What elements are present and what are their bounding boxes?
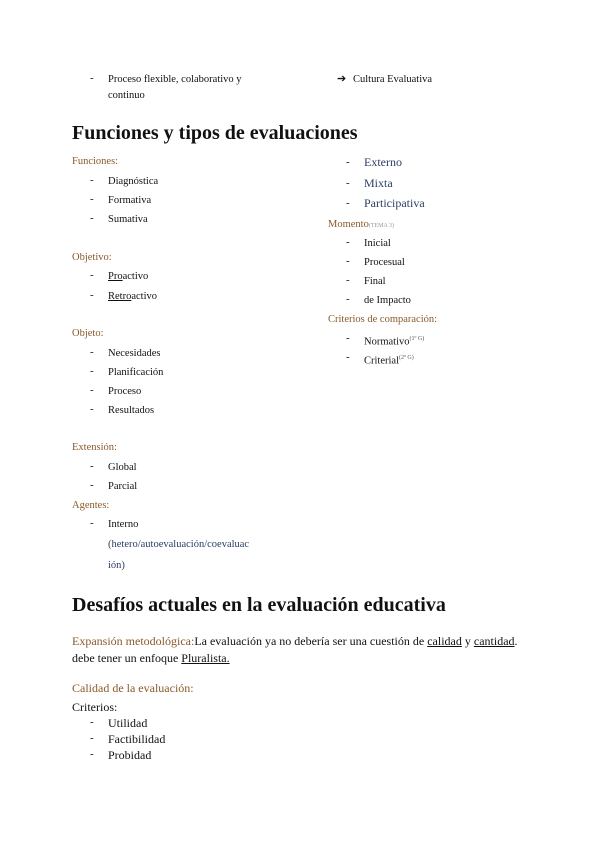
top-item-line2: continuo [108, 90, 145, 101]
list-item: Resultados [108, 405, 155, 416]
list-item: Procesual [364, 257, 405, 268]
list-item: Participativa [364, 196, 425, 210]
bullet-dash: - [346, 236, 350, 248]
bullet-dash: - [90, 269, 94, 281]
bullet-dash: - [90, 346, 94, 358]
momento-text: Momento [328, 219, 369, 230]
list-item [364, 351, 414, 369]
bullet-dash: - [90, 72, 94, 84]
calidad-label: Calidad de la evaluación: [72, 681, 194, 695]
objetivo-label: Objetivo: [72, 252, 112, 263]
bullet-dash: - [90, 174, 94, 186]
bullet-dash: - [346, 274, 350, 286]
bullet-dash: - [90, 732, 94, 744]
bullet-dash: - [346, 177, 350, 189]
list-item: Utilidad [108, 716, 148, 730]
list-item: Necesidades [108, 348, 161, 359]
momento-tag: (TEMA 3) [368, 223, 395, 229]
y-word: y [461, 634, 474, 648]
enfoque-text: debe tener un enfoque [72, 651, 182, 665]
list-item: Diagnóstica [108, 176, 159, 187]
list-item [108, 289, 157, 304]
section-title-desafios: Desafíos actuales en la evaluación educativa [72, 594, 446, 616]
bullet-dash: - [90, 193, 94, 205]
criterio-text: Criterial [364, 355, 399, 367]
list-item: Sumativa [108, 214, 148, 225]
underlined-prefix: Pro [108, 271, 123, 282]
list-item: Interno [108, 519, 139, 530]
bullet-dash: - [346, 156, 350, 168]
period: . [514, 634, 518, 648]
criterios-label: Criterios: [72, 700, 118, 714]
list-item: Formativa [108, 195, 152, 206]
bullet-dash: - [346, 332, 350, 344]
agentes-sub-line2: ión) [108, 560, 125, 571]
list-item [108, 269, 148, 284]
pluralista-word: Pluralista. [181, 651, 230, 665]
bullet-dash: - [346, 293, 350, 305]
bullet-dash: - [90, 289, 94, 301]
momento-label [328, 218, 394, 233]
arrow-right-icon: ➔ [337, 73, 347, 85]
list-item: Inicial [364, 238, 391, 249]
list-item: Factibilidad [108, 732, 166, 746]
objeto-label: Objeto: [72, 328, 104, 339]
section-title-funciones: Funciones y tipos de evaluaciones [72, 122, 358, 144]
list-item: Mixta [364, 176, 393, 190]
list-item: Probidad [108, 748, 152, 762]
expansion-paragraph [72, 633, 542, 649]
underlined-prefix: Retro [108, 291, 132, 302]
bullet-dash: - [90, 460, 94, 472]
expansion-text: La evaluación ya no debería ser una cuestión de [194, 634, 428, 648]
bullet-dash: - [90, 212, 94, 224]
bullet-dash: - [90, 479, 94, 491]
bullet-dash: - [90, 517, 94, 529]
bullet-dash: - [346, 255, 350, 267]
list-item [364, 332, 424, 350]
cantidad-word: cantidad [473, 634, 515, 648]
expansion-paragraph-line2 [72, 650, 230, 666]
bullet-dash: - [90, 716, 94, 728]
bullet-dash: - [90, 365, 94, 377]
bullet-dash: - [90, 403, 94, 415]
list-item: Planificación [108, 367, 164, 378]
suffix: activo [122, 271, 149, 282]
criterio-sup: (1º G) [409, 336, 425, 342]
suffix: activo [131, 291, 157, 302]
list-item: Parcial [108, 481, 138, 492]
bullet-dash: - [346, 351, 350, 363]
expansion-label: Expansión metodológica: [72, 634, 195, 648]
criterio-text: Normativo [364, 336, 410, 348]
agentes-sub-line1: (hetero/autoevaluación/coevaluac [108, 539, 250, 550]
list-item: Final [364, 276, 386, 287]
list-item: Proceso [108, 386, 142, 397]
list-item: Externo [364, 155, 402, 169]
calidad-word: calidad [427, 634, 462, 648]
list-item: Global [108, 462, 137, 473]
list-item: de Impacto [364, 295, 411, 306]
criterio-sup: (2º G) [399, 355, 414, 361]
bullet-dash: - [346, 197, 350, 209]
criterios-comparacion-label: Criterios de comparación: [328, 314, 438, 325]
cultura-evaluativa: Cultura Evaluativa [353, 74, 433, 85]
funciones-label: Funciones: [72, 156, 119, 167]
bullet-dash: - [90, 384, 94, 396]
extension-label: Extensión: [72, 442, 117, 453]
bullet-dash: - [90, 748, 94, 760]
top-item-line1: Proceso flexible, colaborativo y [108, 74, 242, 85]
agentes-label: Agentes: [72, 500, 110, 511]
